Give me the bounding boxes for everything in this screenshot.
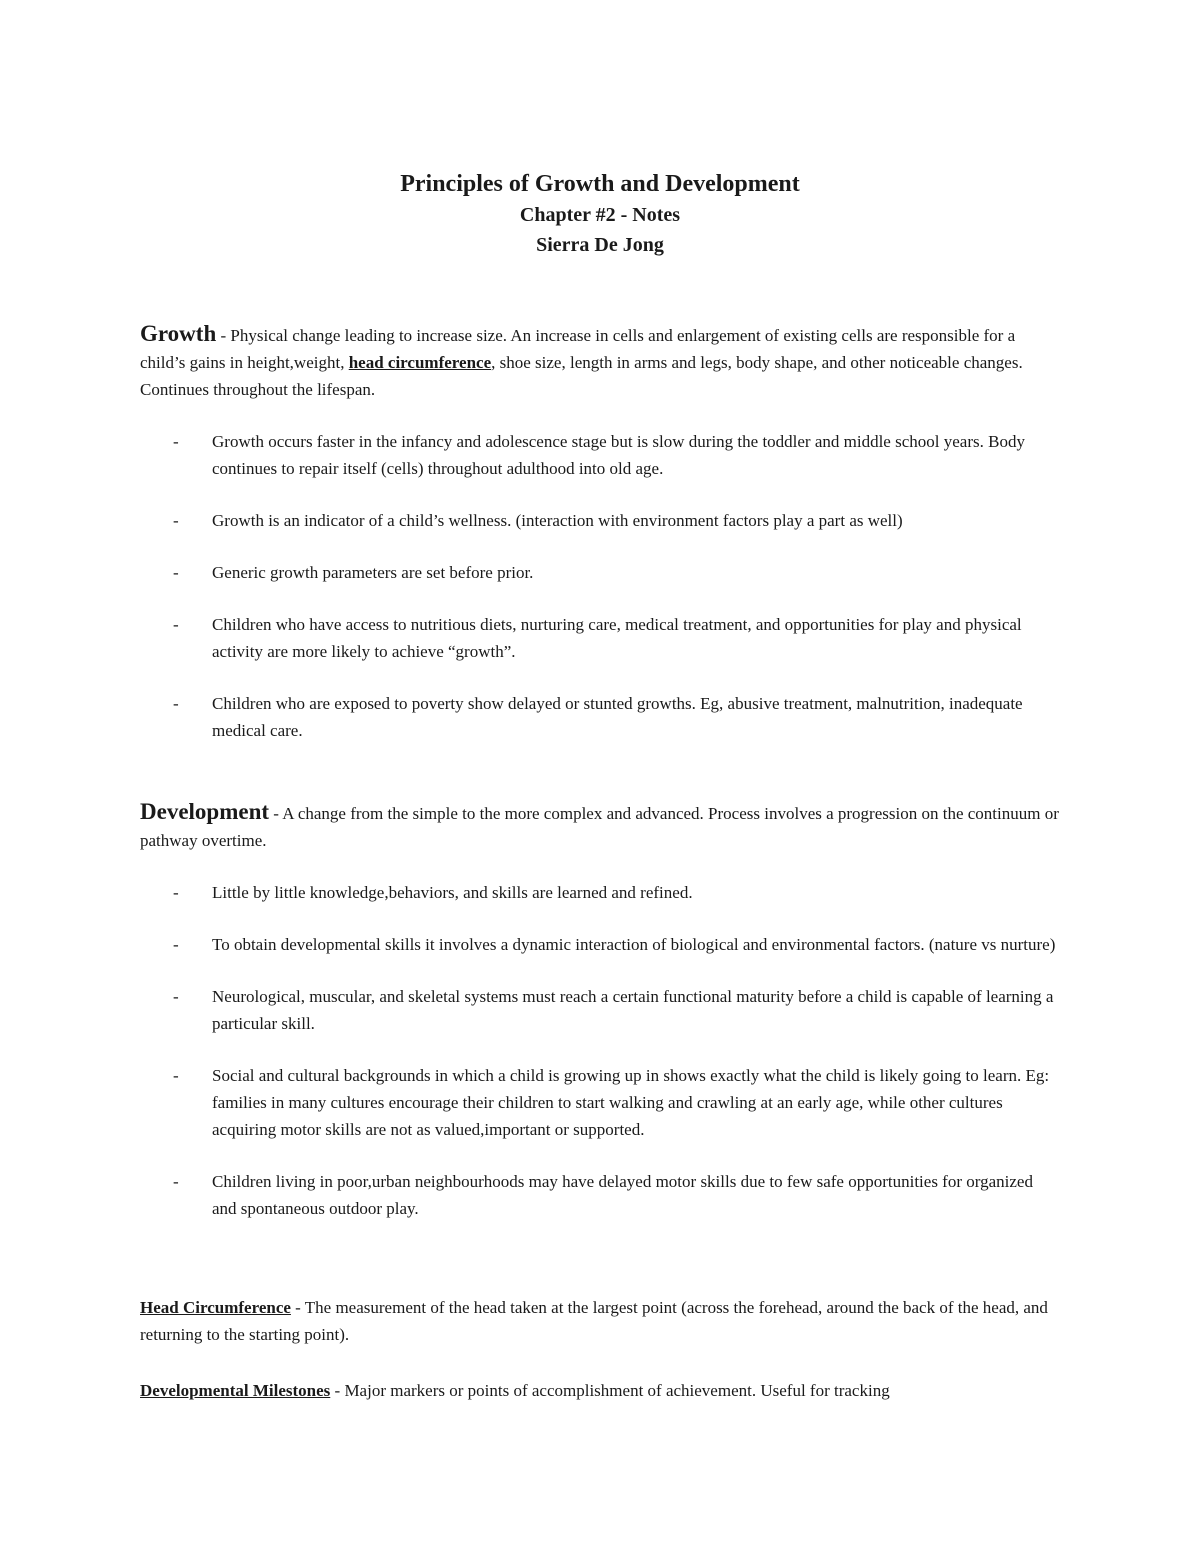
dash-marker: -: [173, 987, 179, 1006]
head-circumference-inline: head circumference: [348, 353, 492, 372]
head-circumference-term: Head Circumference: [140, 1298, 291, 1317]
chapter-label: Chapter #2 - Notes: [519, 204, 681, 226]
dash-marker: -: [173, 1066, 179, 1085]
author-name: Sierra De Jong: [536, 234, 664, 256]
head-circumference-definition: [140, 1294, 1060, 1348]
list-item: - Children living in poor,urban neighbourhoods may have delayed motor skills due to few safe opportunities for organized and spontaneous outdoor play.: [140, 1168, 1060, 1222]
list-item: - Neurological, muscular, and skeletal systems must reach a certain functional maturity before a child is capable of learning a particular skill.: [140, 983, 1060, 1037]
head-circumference-section: [140, 1294, 1060, 1348]
development-def: - A change from the simple to the more complex and advanced. Process involves a progression on the continuum or pathway overtime.: [140, 804, 1059, 850]
milestones-term: Developmental Milestones: [140, 1381, 331, 1400]
list-item: - To obtain developmental skills it involves a dynamic interaction of biological and environmental factors. (nature vs nurture): [140, 931, 1060, 958]
list-item: - Growth occurs faster in the infancy and adolescence stage but is slow during the toddler and middle school years. Body continues to repair itself (cells) throughout adulthood into old age.: [140, 428, 1060, 482]
growth-def-part2: , shoe size, length in arms and legs, body shape, and other noticeable changes. Continues throughout the lifespan.: [140, 353, 1023, 399]
list-item: - Growth is an indicator of a child’s wellness. (interaction with environment factors play a part as well): [140, 507, 1060, 534]
list-item: - Social and cultural backgrounds in which a child is growing up in shows exactly what the child is likely going to learn. Eg: families in many cultures encourage their children to start walking and crawling at an early age, while other cultures acquiring motor skills are not as valued,important or supported.: [140, 1062, 1060, 1143]
dash-marker: -: [173, 1172, 179, 1191]
milestones-section: [140, 1377, 1060, 1404]
development-section: [140, 798, 1060, 1222]
list-item: - Generic growth parameters are set before prior.: [140, 559, 1060, 586]
milestones-definition: [140, 1377, 1060, 1404]
list-item: - Children who have access to nutritious diets, nurturing care, medical treatment, and opportunities for play and physical activity are more likely to achieve “growth”.: [140, 611, 1060, 665]
document-header: [0, 168, 1200, 260]
growth-section: [140, 320, 1060, 744]
growth-definition: [140, 320, 1060, 403]
growth-bullet-list: [140, 428, 1060, 744]
document-title: Principles of Growth and Development: [400, 171, 800, 197]
milestones-def: - Major markers or points of accomplishment of achievement. Useful for tracking: [330, 1381, 890, 1400]
growth-def-part1: - Physical change leading to increase size. An increase in cells and enlargement of existing cells are responsible for a child’s gains in height,weight,: [140, 326, 1016, 372]
dash-marker: -: [173, 432, 179, 451]
dash-marker: -: [173, 615, 179, 634]
dash-marker: -: [173, 563, 179, 582]
development-definition: [140, 798, 1060, 854]
growth-term: Growth: [140, 321, 217, 346]
development-term: Development: [140, 799, 270, 824]
development-bullet-list: [140, 879, 1060, 1222]
head-circumference-def: - The measurement of the head taken at the largest point (across the forehead, around the back of the head, and returning to the starting point).: [140, 1298, 1048, 1344]
dash-marker: -: [173, 883, 179, 902]
list-item: - Children who are exposed to poverty show delayed or stunted growths. Eg, abusive treatment, malnutrition, inadequate medical care.: [140, 690, 1060, 744]
list-item: - Little by little knowledge,behaviors, and skills are learned and refined.: [140, 879, 1060, 906]
dash-marker: -: [173, 935, 179, 954]
dash-marker: -: [173, 694, 179, 713]
dash-marker: -: [173, 511, 179, 530]
